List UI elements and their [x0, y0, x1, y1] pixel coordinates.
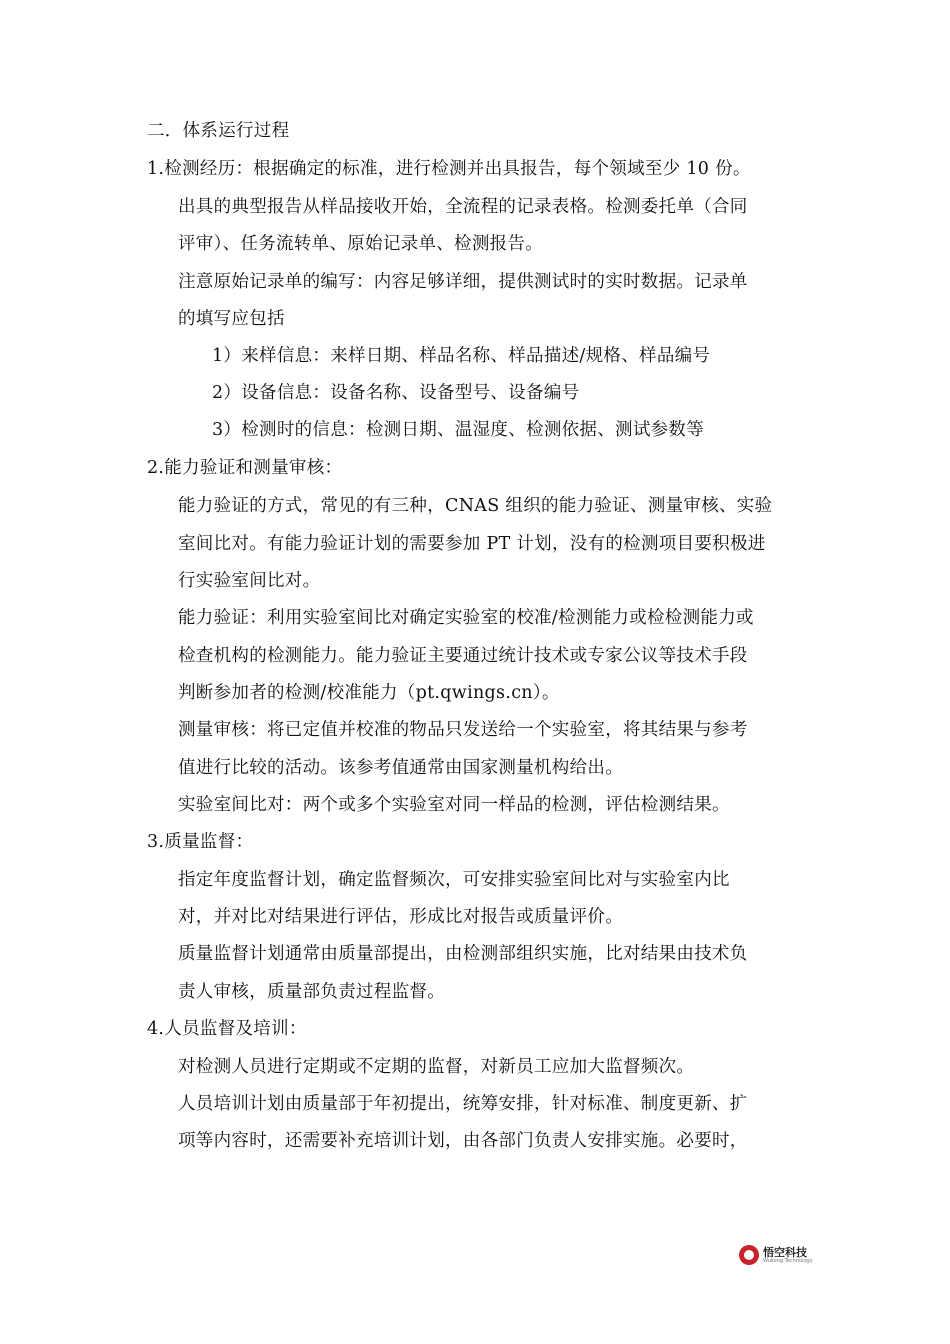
paragraph-line: 人员培训计划由质量部于年初提出，统筹安排，针对标准、制度更新、扩	[178, 1094, 748, 1114]
section-heading: 二．体系运行过程	[147, 121, 290, 141]
paragraph-line: 检查机构的检测能力。能力验证主要通过统计技术或专家公议等技术手段	[178, 646, 748, 666]
list-item: 1）来样信息：来样日期、样品名称、样品描述/规格、样品编号	[212, 346, 711, 366]
paragraph-line: 评审）、任务流转单、原始记录单、检测报告。	[178, 234, 544, 254]
paragraph-line: 值进行比较的活动。该参考值通常由国家测量机构给出。	[178, 758, 623, 778]
paragraph-line: 对检测人员进行定期或不定期的监督，对新员工应加大监督频次。	[178, 1057, 695, 1077]
paragraph-line: 室间比对。有能力验证计划的需要参加 PT 计划，没有的检测项目要积极进	[178, 534, 766, 554]
paragraph-line: 行实验室间比对。	[178, 571, 321, 591]
paragraph-line: 能力验证：利用实验室间比对确定实验室的校准/检测能力或检检测能力或	[178, 608, 754, 628]
paragraph-line: 的填写应包括	[178, 309, 285, 329]
paragraph-line: 注意原始记录单的编写：内容足够详细，提供测试时的实时数据。记录单	[178, 272, 748, 292]
logo-text-block	[763, 1247, 813, 1264]
paragraph-line: 指定年度监督计划，确定监督频次，可安排实验室间比对与实验室内比	[178, 870, 730, 890]
paragraph-line: 质量监督计划通常由质量部提出，由检测部组织实施，比对结果由技术负	[178, 944, 748, 964]
item-heading-3: 3.质量监督：	[147, 832, 254, 852]
footer-logo	[739, 1244, 849, 1266]
paragraph-line: 能力验证的方式，常见的有三种，CNAS 组织的能力验证、测量审核、实验	[178, 496, 773, 516]
item-heading-4: 4.人员监督及培训：	[147, 1019, 307, 1039]
paragraph-line: 项等内容时，还需要补充培训计划，由各部门负责人安排实施。必要时，	[178, 1131, 748, 1151]
list-item: 3）检测时的信息：检测日期、温湿度、检测依据、测试参数等	[212, 420, 705, 440]
logo-text: 悟空科技	[763, 1245, 807, 1259]
paragraph-line: 责人审核，质量部负责过程监督。	[178, 982, 445, 1002]
paragraph-line: 判断参加者的检测/校准能力（pt.qwings.cn）。	[178, 683, 560, 703]
paragraph-line: 出具的典型报告从样品接收开始，全流程的记录表格。检测委托单（合同	[178, 197, 748, 217]
wukong-logo-icon	[739, 1245, 759, 1265]
logo-subtext: Wukong Technology	[763, 1257, 813, 1264]
paragraph-line: 对，并对比对结果进行评估，形成比对报告或质量评价。	[178, 907, 623, 927]
item-heading-2: 2.能力验证和测量审核：	[147, 458, 343, 478]
paragraph-line: 测量审核：将已定值并校准的物品只发送给一个实验室，将其结果与参考	[178, 720, 748, 740]
list-item: 2）设备信息：设备名称、设备型号、设备编号	[212, 383, 580, 403]
paragraph-line: 实验室间比对：两个或多个实验室对同一样品的检测，评估检测结果。	[178, 795, 730, 815]
item-heading-1: 1.检测经历：根据确定的标准，进行检测并出具报告，每个领域至少 10 份。	[147, 159, 751, 179]
